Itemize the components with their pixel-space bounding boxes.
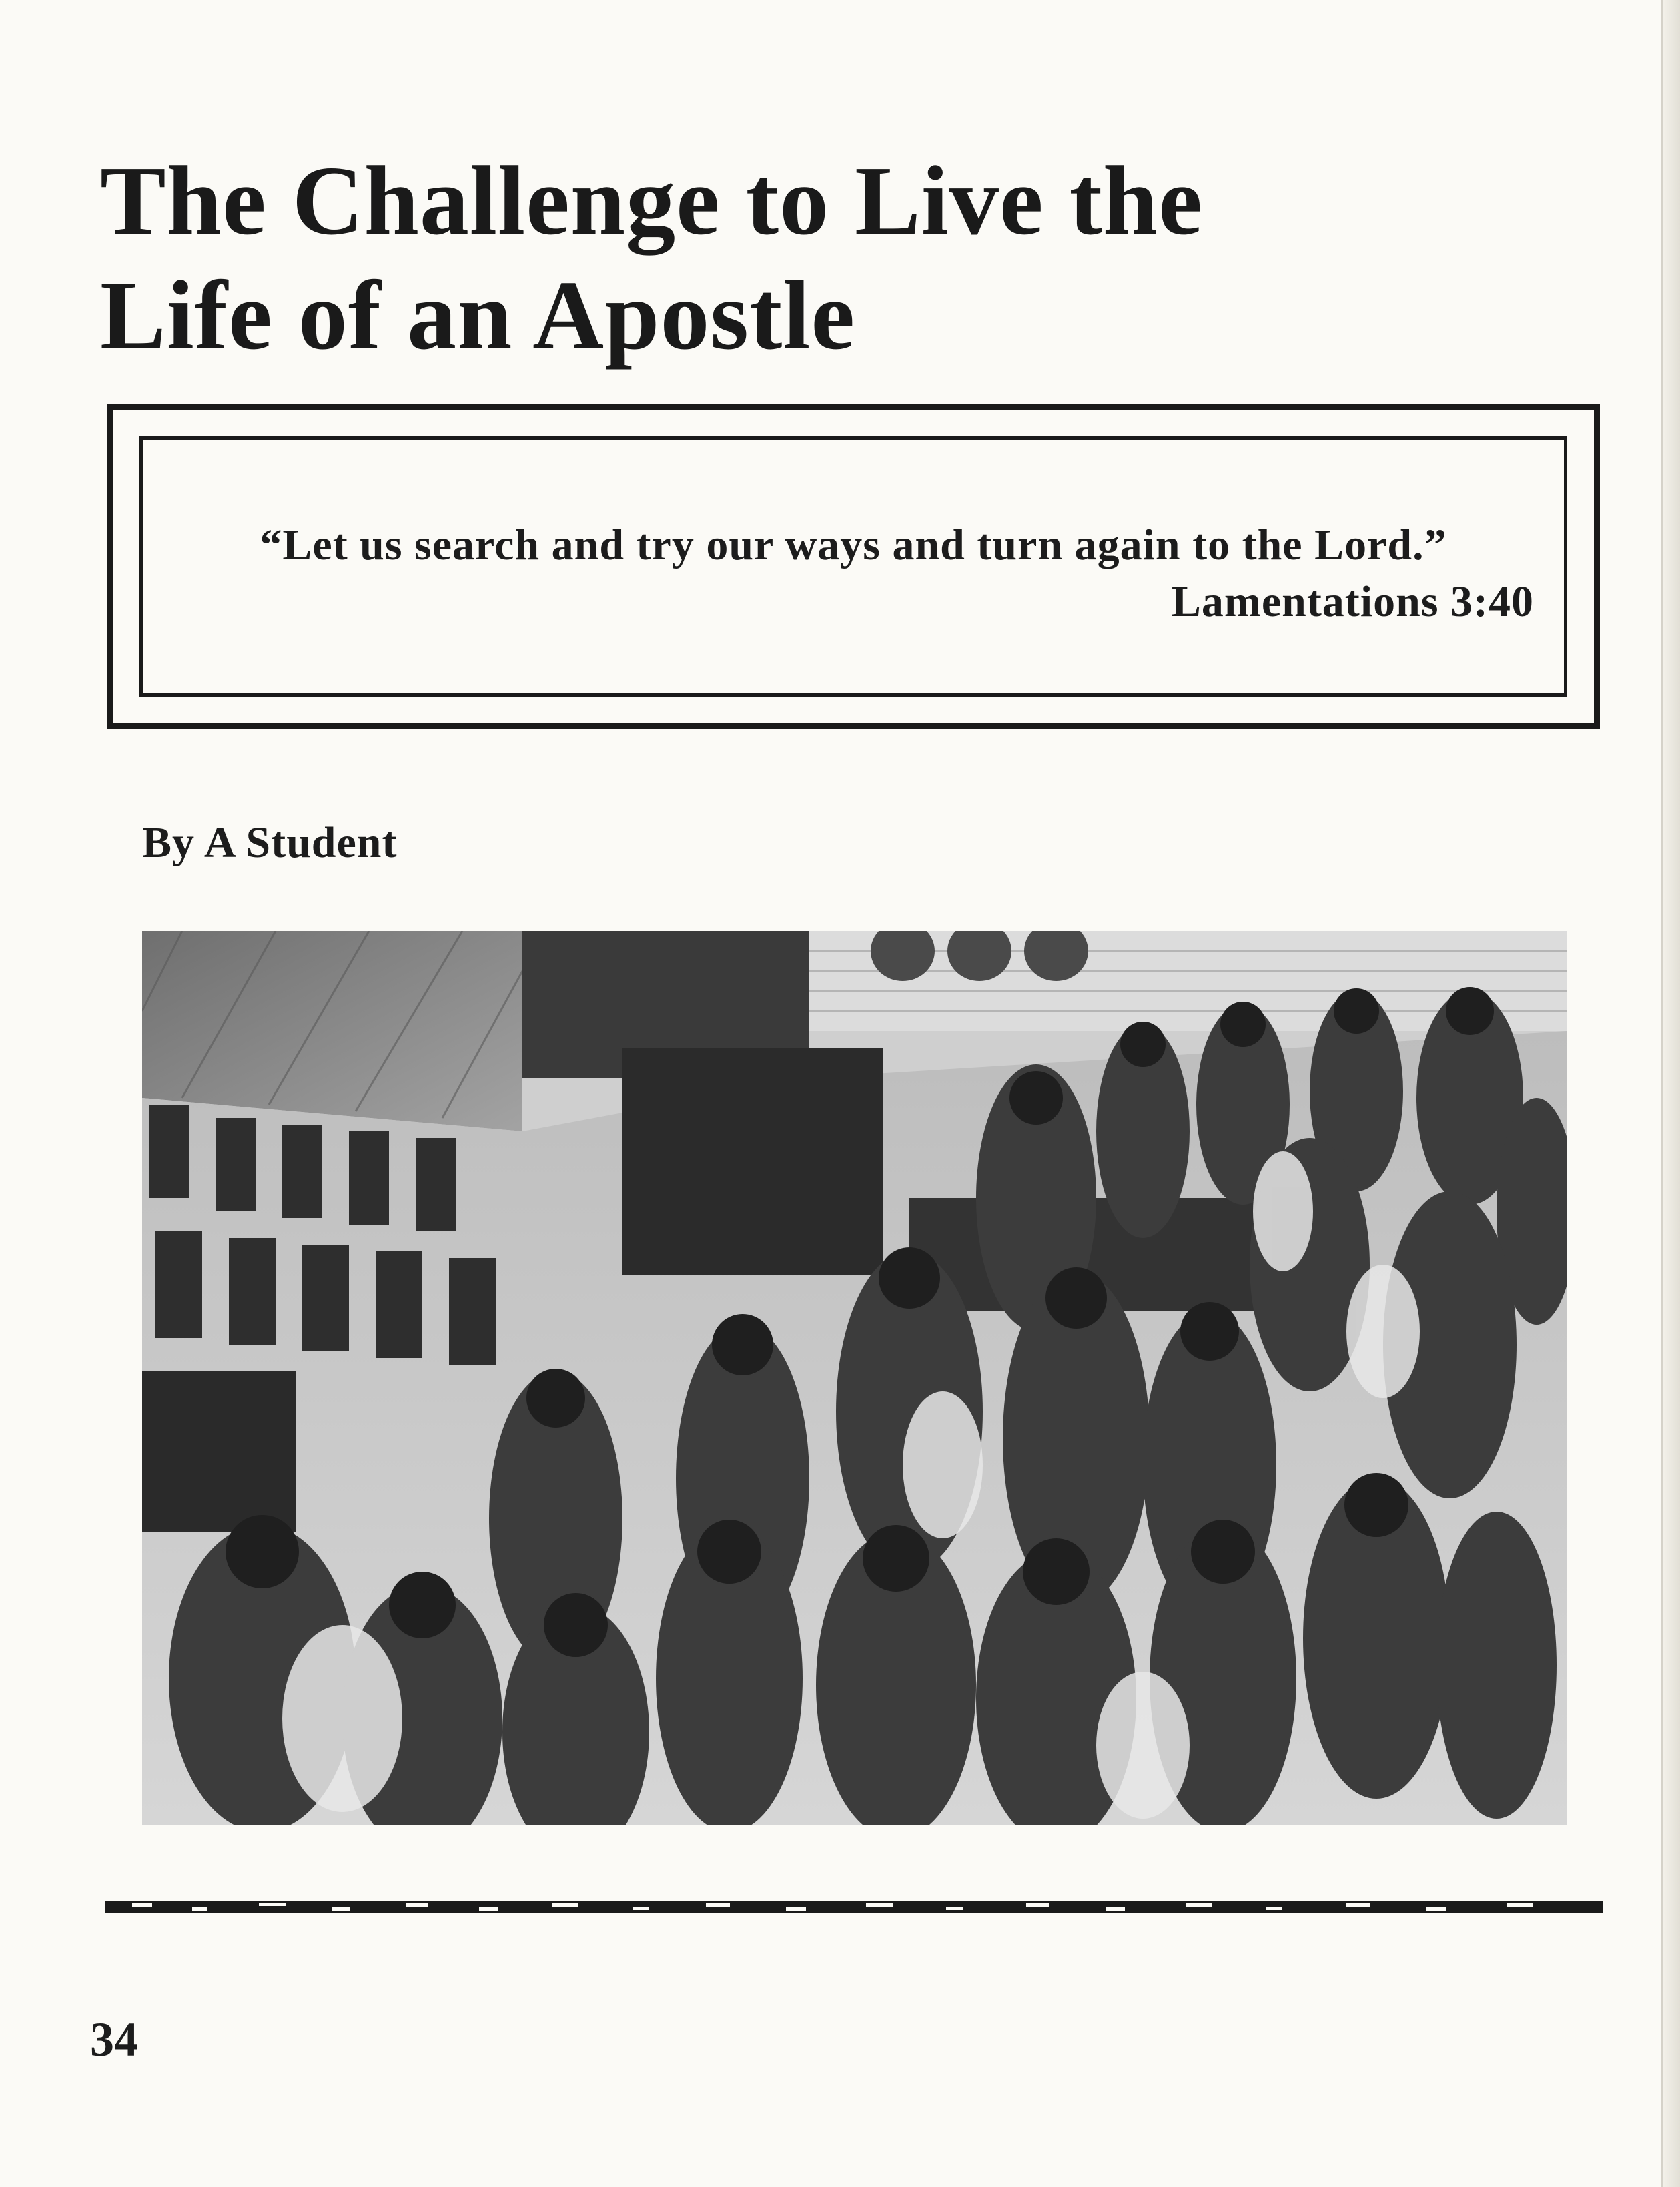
page-edge <box>1661 0 1680 2187</box>
title-line-2: Life of an Apostle <box>100 261 856 370</box>
byline: By A Student <box>142 818 398 867</box>
page-number: 34 <box>90 2013 138 2066</box>
scripture-citation: Lamentations 3:40 <box>1171 577 1534 626</box>
decorative-divider <box>105 1895 1603 1918</box>
article-title <box>100 143 1434 373</box>
scripture-quote-inner-frame <box>139 436 1567 697</box>
congregation-photo <box>142 931 1567 1825</box>
scripture-quote-box <box>107 404 1600 729</box>
scripture-quote-text: “Let us search and try our ways and turn again to the Lord.” <box>260 521 1447 569</box>
title-line-1: The Challenge to Live the <box>100 146 1203 256</box>
